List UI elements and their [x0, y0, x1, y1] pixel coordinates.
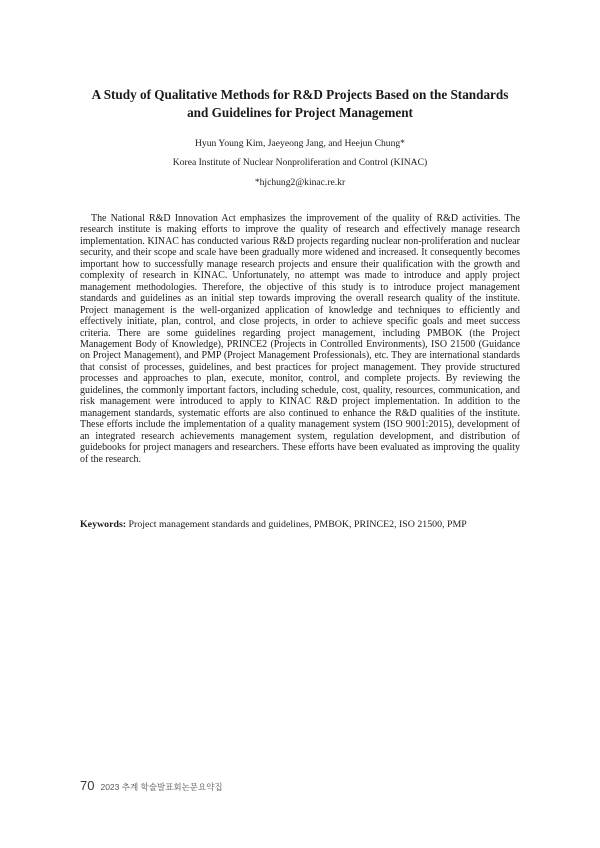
paper-title-line-1: A Study of Qualitative Methods for R&D Projects Based on the Standards	[91, 87, 509, 102]
page-footer	[80, 778, 223, 793]
paper-title-line-2: and Guidelines for Project Management	[187, 105, 413, 120]
publication-name: 2023 추계 학술발표회논문요약집	[100, 782, 223, 792]
keywords-list: Project management standards and guidelines, PMBOK, PRINCE2, ISO 21500, PMP	[128, 519, 467, 530]
affiliation: Korea Institute of Nuclear Nonproliferation and Control (KINAC)	[172, 157, 428, 168]
paper-title	[60, 86, 540, 122]
keywords-label: Keywords:	[80, 519, 127, 530]
abstract-body: The National R&D Innovation Act emphasizes the improvement of the quality of R&D activities. The research institute is making efforts to improve the quality of research and effectively manage research implementation. KINAC has conducted various R&D projects regarding nuclear non-proliferation and nuclear security, and their scope and scale have been gradually more widened and increased. It consequently becomes important how to successfully manage research projects and ensure their qualification with the growth and complexity of research in KINAC. Unfortunately, no attempt was made to introduce and apply project management methodologies. Therefore, the objective of this study is to introduce project management standards and guidelines as an initial step towards improving the overall research quality of the institute. Project management is the well-organized application of knowledge and techniques to efficiently and effectively initiate, plan, control, and close projects, in order to achieve specific goals and meet success criteria. There are some guidelines regarding project management, including PMBOK (the Project Management Body of Knowledge), PRINCE2 (Projects in Controlled Environments), ISO 21500 (Guidance on Project Management), and PMP (Project Management Professionals), etc. They are international standards that consist of processes, guidelines, and best practices for project management. They provide structured processes and approaches to plan, execute, monitor, control, and complete projects. By reviewing the guidelines, the commonly important factors, including schedule, cost, quality, resources, communication, and risk management were introduced to apply to KINAC R&D project implementation. In addition to the management standards, systematic efforts are also continued to enhance the R&D qualities of the institute. These efforts include the implementation of a quality management system (ISO 9001:2015), development of an integrated research achievements management system, regulation development, and distribution of guidebooks for project managers and researchers. These efforts have been evaluated as improving the quality of the research.	[80, 213, 520, 465]
page-number: 70	[80, 778, 95, 793]
keywords-line	[80, 519, 540, 531]
author-list: Hyun Young Kim, Jaeyeong Jang, and Heejun Chung*	[195, 138, 405, 149]
corresponding-email: *hjchung2@kinac.re.kr	[254, 177, 346, 188]
